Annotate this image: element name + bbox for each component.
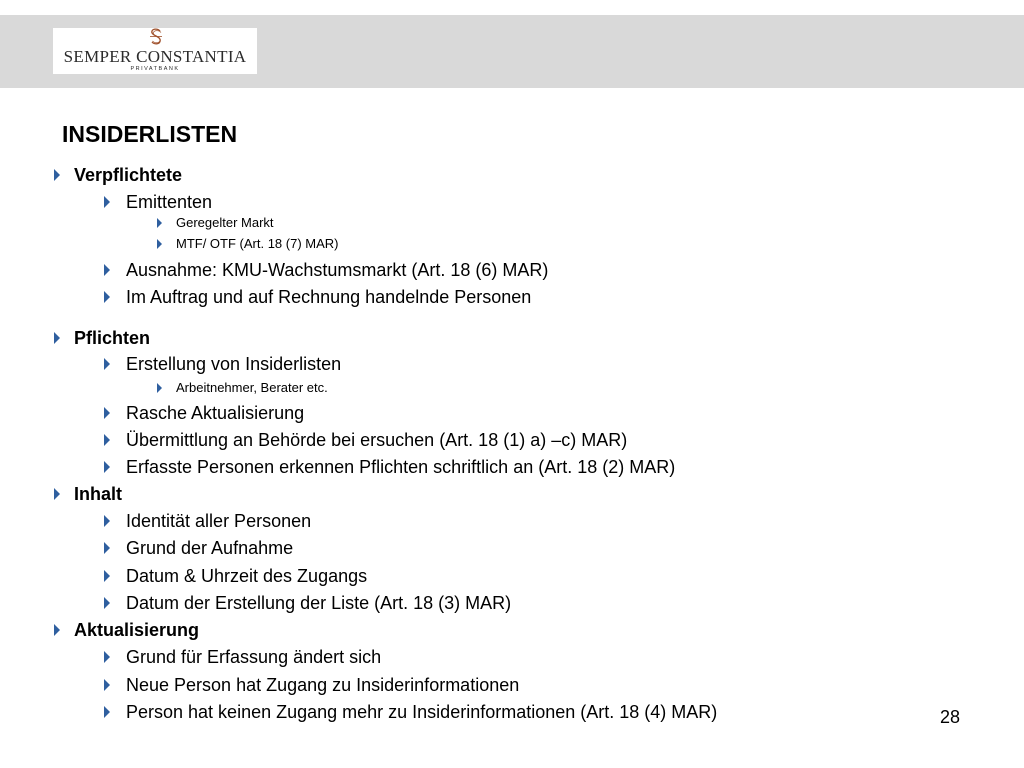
slide-title: INSIDERLISTEN xyxy=(62,121,238,147)
logo-monogram-icon xyxy=(146,28,166,46)
bullet-aktualisierung xyxy=(74,619,199,641)
bullet-text: Datum der Erstellung der Liste (Art. 18 (3) MAR) xyxy=(126,593,512,613)
bullet-arrow-icon xyxy=(104,196,110,208)
bullet-text: Arbeitnehmer, Berater etc. xyxy=(176,380,328,395)
logo-name: SEMPER CONSTANTIA xyxy=(63,47,247,66)
bullet-rasche-aktualisierung xyxy=(126,402,304,424)
bullet-text: Neue Person hat Zugang zu Insiderinformationen xyxy=(126,675,520,695)
bullet-text: Im Auftrag und auf Rechnung handelnde Personen xyxy=(126,287,532,307)
bullet-arrow-icon xyxy=(54,332,60,344)
bullet-ausnahme xyxy=(126,259,548,281)
bullet-identitaet xyxy=(126,510,311,532)
bullet-text: Emittenten xyxy=(126,192,213,212)
bullet-pflichten xyxy=(74,327,150,349)
bullet-arrow-icon xyxy=(157,383,162,393)
bullet-text: MTF/ OTF (Art. 18 (7) MAR) xyxy=(176,236,339,251)
bullet-text: Pflichten xyxy=(74,328,151,348)
bullet-text: Erfasste Personen erkennen Pflichten schriftlich an (Art. 18 (2) MAR) xyxy=(126,457,676,477)
bullet-text: Inhalt xyxy=(74,484,122,504)
bullet-im-auftrag xyxy=(126,286,531,308)
bullet-arrow-icon xyxy=(104,358,110,370)
bullet-arrow-icon xyxy=(104,570,110,582)
bullet-uebermittlung xyxy=(126,429,627,451)
bullet-text: Ausnahme: KMU-Wachstumsmarkt (Art. 18 (6) MAR) xyxy=(126,260,549,280)
bullet-arrow-icon xyxy=(157,239,162,249)
bullet-geregelter-markt xyxy=(176,215,274,231)
bullet-arrow-icon xyxy=(104,264,110,276)
bullet-neue-person xyxy=(126,674,519,696)
bullet-emittenten xyxy=(126,191,212,213)
bullet-grund-erfassung xyxy=(126,646,381,668)
bullet-arrow-icon xyxy=(157,218,162,228)
bullet-text: Identität aller Personen xyxy=(126,511,312,531)
bullet-text: Geregelter Markt xyxy=(176,215,274,230)
bullet-arrow-icon xyxy=(104,679,110,691)
page-number: 28 xyxy=(940,707,961,727)
bullet-grund-aufnahme xyxy=(126,537,293,559)
bullet-datum-uhrzeit xyxy=(126,565,367,587)
bullet-text: Erstellung von Insiderlisten xyxy=(126,354,342,374)
bullet-text: Person hat keinen Zugang mehr zu Insiderinformationen (Art. 18 (4) MAR) xyxy=(126,702,718,722)
bullet-datum-erstellung xyxy=(126,592,511,614)
bullet-arrow-icon xyxy=(104,651,110,663)
bank-logo xyxy=(53,28,257,74)
bullet-text: Grund für Erfassung ändert sich xyxy=(126,647,382,667)
bullet-arrow-icon xyxy=(54,169,60,181)
bullet-arrow-icon xyxy=(104,407,110,419)
bullet-arrow-icon xyxy=(54,624,60,636)
bullet-arrow-icon xyxy=(104,291,110,303)
bullet-text: Verpflichtete xyxy=(74,165,183,185)
bullet-verpflichtete xyxy=(74,164,182,186)
bullet-text: Grund der Aufnahme xyxy=(126,538,294,558)
bullet-kein-zugang xyxy=(126,701,717,723)
bullet-erfasste-personen xyxy=(126,456,675,478)
bullet-arrow-icon xyxy=(104,515,110,527)
bullet-arrow-icon xyxy=(104,461,110,473)
bullet-arbeitnehmer xyxy=(176,380,328,396)
bullet-erstellung xyxy=(126,353,341,375)
bullet-inhalt xyxy=(74,483,122,505)
bullet-arrow-icon xyxy=(104,597,110,609)
bullet-text: Rasche Aktualisierung xyxy=(126,403,305,423)
bullet-arrow-icon xyxy=(54,488,60,500)
bullet-arrow-icon xyxy=(104,542,110,554)
bullet-text: Aktualisierung xyxy=(74,620,200,640)
bullet-mtf-otf xyxy=(176,236,339,252)
bullet-text: Übermittlung an Behörde bei ersuchen (Art. 18 (1) a) –c) MAR) xyxy=(126,430,628,450)
bullet-arrow-icon xyxy=(104,434,110,446)
logo-subtitle: PRIVATBANK xyxy=(130,66,180,72)
bullet-text: Datum & Uhrzeit des Zugangs xyxy=(126,566,368,586)
bullet-arrow-icon xyxy=(104,706,110,718)
